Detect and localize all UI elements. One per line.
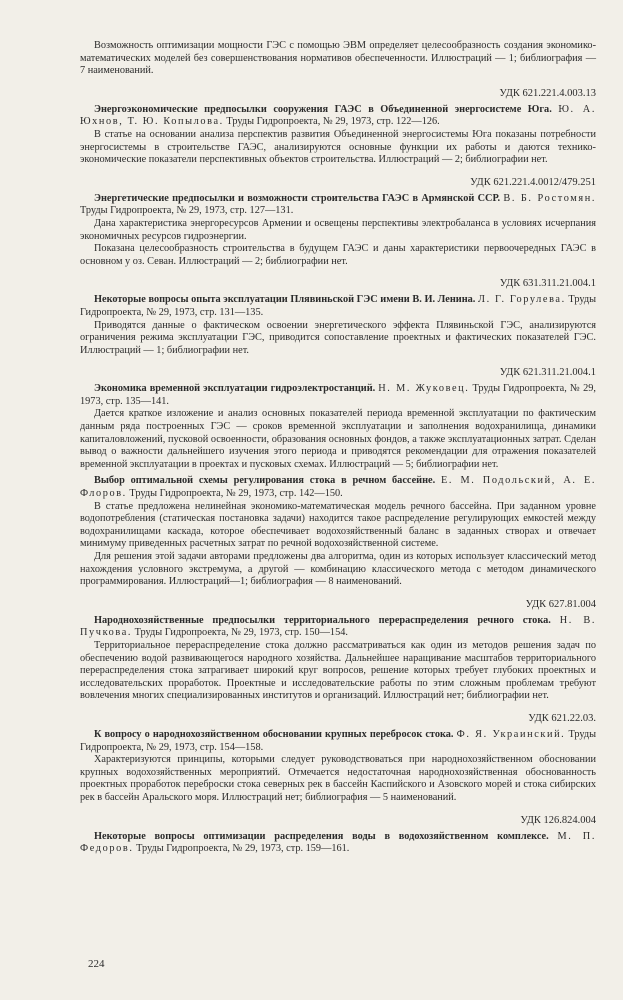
udk-code: УДК 621.311.21.004.1 bbox=[499, 367, 596, 379]
entry-authors: Е. М. Подольский, А. Е. Флоров. bbox=[80, 475, 597, 500]
entry-source: Труды Гидропроекта, № 29, 1973, стр. 127—131. bbox=[80, 205, 294, 217]
entry-authors: Н. В. Пучкова. bbox=[80, 614, 597, 639]
entry-abstract: Для решения этой задачи авторами предложены два алгоритма, один из которых использует классический метод нахождения условного экстремума, а другой — комбинацию классического метода с методом динамического программирования. Иллюстраций—1; библиография — 8 наименований. bbox=[80, 551, 596, 588]
entry-abstract: Показана целесообразность строительства в будущем ГАЭС и даны характеристики первоочередных ГАЭС в основном у оз. Севан. Иллюстраций — 2; библиографии нет. bbox=[80, 243, 596, 267]
udk-code: УДК 126.824.004 bbox=[520, 814, 596, 826]
entry-authors: Ф. Я. Украинский. bbox=[456, 728, 566, 740]
entry-abstract: Характеризуются принципы, которыми следует руководствоваться при народнохозяйственном обосновании крупных водохозяйственных мероприятий. Отмечается недостаточная народнохозяйственная обоснованность проектных проработок переброски стока северных рек в бассейн Каспийского и Азовского морей и стока сибирских рек в бассейн Аральского моря. Иллюстраций нет; библиография — 5 наименований. bbox=[80, 754, 596, 803]
entry-authors: В. Б. Ростомян. bbox=[503, 192, 596, 204]
entry-abstract: Дается краткое изложение и анализ основных показателей периода временной эксплуатации по фактическим данным ряда построенных ГЭС — сроков временной эксплуатации и заполнения водохранилища, динамики капиталовложений, пусковой освоенности, образования основных фондов, а также эксплуатационных затрат. Сделан вывод о важности дальнейшего изучения этого периода и приводятся рекомендации для отражения показателей временной эксплуатации в проектах и пусковых схемах. Иллюстраций — 5; библиографии нет. bbox=[80, 408, 596, 470]
abstract-entry bbox=[80, 615, 596, 703]
entry-source: Труды Гидропроекта, № 29, 1973, стр. 154—158. bbox=[80, 728, 597, 753]
entry-heading bbox=[80, 615, 596, 640]
entry-source: Труды Гидропроекта, № 29, 1973, стр. 122—126. bbox=[226, 116, 440, 128]
abstract-entry bbox=[80, 193, 596, 269]
entry-source: Труды Гидропроекта, № 29, 1973, стр. 150—154. bbox=[134, 627, 348, 639]
entry-title: Энергоэкономические предпосылки сооружения ГАЭС в Объединенной энергосистеме Юга. bbox=[94, 103, 552, 115]
page-number: 224 bbox=[88, 958, 105, 970]
abstract-entry bbox=[80, 294, 596, 357]
udk-code: УДК 621.22.03. bbox=[528, 712, 596, 724]
entry-abstract: Приводятся данные о фактическом освоении энергетического эффекта Плявиньской ГЭС, анализируются ограничения режима эксплуатации ГЭС, приводится сопоставление проектных и фактических показателей ГЭС. Иллюстраций — 1; библиографии нет. bbox=[80, 319, 596, 356]
page-content bbox=[80, 40, 596, 856]
entry-title: Народнохозяйственные предпосылки территориального перераспределения речного стока. bbox=[94, 614, 551, 626]
entry-source: Труды Гидропроекта, № 29, 1973, стр. 135—141. bbox=[80, 383, 597, 407]
entry-abstract: В статье предложена нелинейная экономико-математическая модель речного бассейна. При заданном уровне водопотребления (статическая постановка задачи) находится такое распределение регулирующих емкостей между водохранилищами каскада, которое обеспечивает водохозяйственный баланс в заданных створах и отвечает минимуму приведенных расчетных затрат по речной водохозяйственной системе. bbox=[80, 500, 596, 550]
entry-authors: Н. М. Жуковец. bbox=[378, 383, 470, 395]
abstract-entry bbox=[80, 383, 596, 471]
abstract-entry bbox=[80, 831, 596, 856]
abstract-entry bbox=[80, 104, 596, 167]
entry-authors: Л. Г. Горулева. bbox=[478, 294, 566, 306]
udk-code: УДК 627.81.004 bbox=[525, 598, 596, 610]
entry-heading bbox=[80, 475, 596, 500]
entry-abstract: Территориальное перераспределение стока должно рассматриваться как один из методов решения задач по обеспечению водой развивающегося народного хозяйства. Дальнейшее наращивание масштабов территориального перераспределения стока затрагивает широкий круг вопросов, решение которых требует глубоких проектных и исследовательских проработок. Проектные и исследовательские работы по этим сложным проблемам требуют вовлечения многих специализированных институтов и организаций. Иллюстраций нет; библиографии нет. bbox=[80, 639, 596, 702]
top-paragraph: Возможность оптимизации мощности ГЭС с помощью ЭВМ определяет целесообразность создания экономико-математических моделей без совершенствования нормативов обеспеченности. Иллюстраций — 1; библиография — 7 наименований. bbox=[80, 40, 596, 77]
entry-abstract: Дана характеристика энергоресурсов Армении и освещены перспективы электробаланса в условиях исчерпания экономичных ресурсов гидроэнергии. bbox=[80, 217, 596, 242]
entry-title: Энергетические предпосылки и возможности строительства ГАЭС в Армянской ССР. bbox=[94, 192, 501, 204]
udk-code: УДК 621.221.4.0012/479.251 bbox=[470, 176, 596, 188]
entry-heading bbox=[80, 729, 596, 754]
abstract-entry bbox=[80, 475, 596, 588]
entry-title: К вопросу о народнохозяйственном обосновании крупных перебросок стока. bbox=[94, 728, 454, 740]
entry-authors: Ю. А. Юхнов, Т. Ю. Копылова. bbox=[80, 103, 597, 128]
entry-title: Некоторые вопросы оптимизации распределения воды в водохозяйственном комплексе. bbox=[94, 830, 549, 842]
abstract-entry bbox=[80, 729, 596, 805]
entry-source: Труды Гидропроекта, № 29, 1973, стр. 142—150. bbox=[129, 488, 343, 500]
entry-heading bbox=[80, 193, 596, 218]
udk-code: УДК 621.221.4.003.13 bbox=[499, 87, 596, 99]
entry-authors: М. П. Федоров. bbox=[80, 830, 596, 855]
entry-title: Некоторые вопросы опыта эксплуатации Плявиньской ГЭС имени В. И. Ленина. bbox=[94, 294, 476, 306]
entry-title: Выбор оптимальной схемы регулирования стока в речном бассейне. bbox=[94, 475, 436, 487]
entry-heading bbox=[80, 104, 596, 129]
entry-heading bbox=[80, 383, 596, 408]
udk-code: УДК 631.311.21.004.1 bbox=[499, 278, 596, 290]
entry-source: Труды Гидропроекта, № 29, 1973, стр. 159—161. bbox=[136, 843, 350, 855]
entries-list bbox=[80, 87, 596, 856]
entry-heading bbox=[80, 294, 596, 319]
entry-source: Труды Гидропроекта, № 29, 1973, стр. 131—135. bbox=[80, 294, 596, 318]
entry-title: Экономика временной эксплуатации гидроэлектростанций. bbox=[94, 383, 376, 395]
entry-abstract: В статье на основании анализа перспектив развития Объединенной энергосистемы Юга показаны потребности энергосистемы в строительстве ГАЭС, анализируются основные функции их работы и даются технико-экономические показатели перспективных объектов строительства. Иллюстраций — 2; библиографии нет. bbox=[80, 128, 596, 166]
entry-heading bbox=[80, 831, 596, 856]
